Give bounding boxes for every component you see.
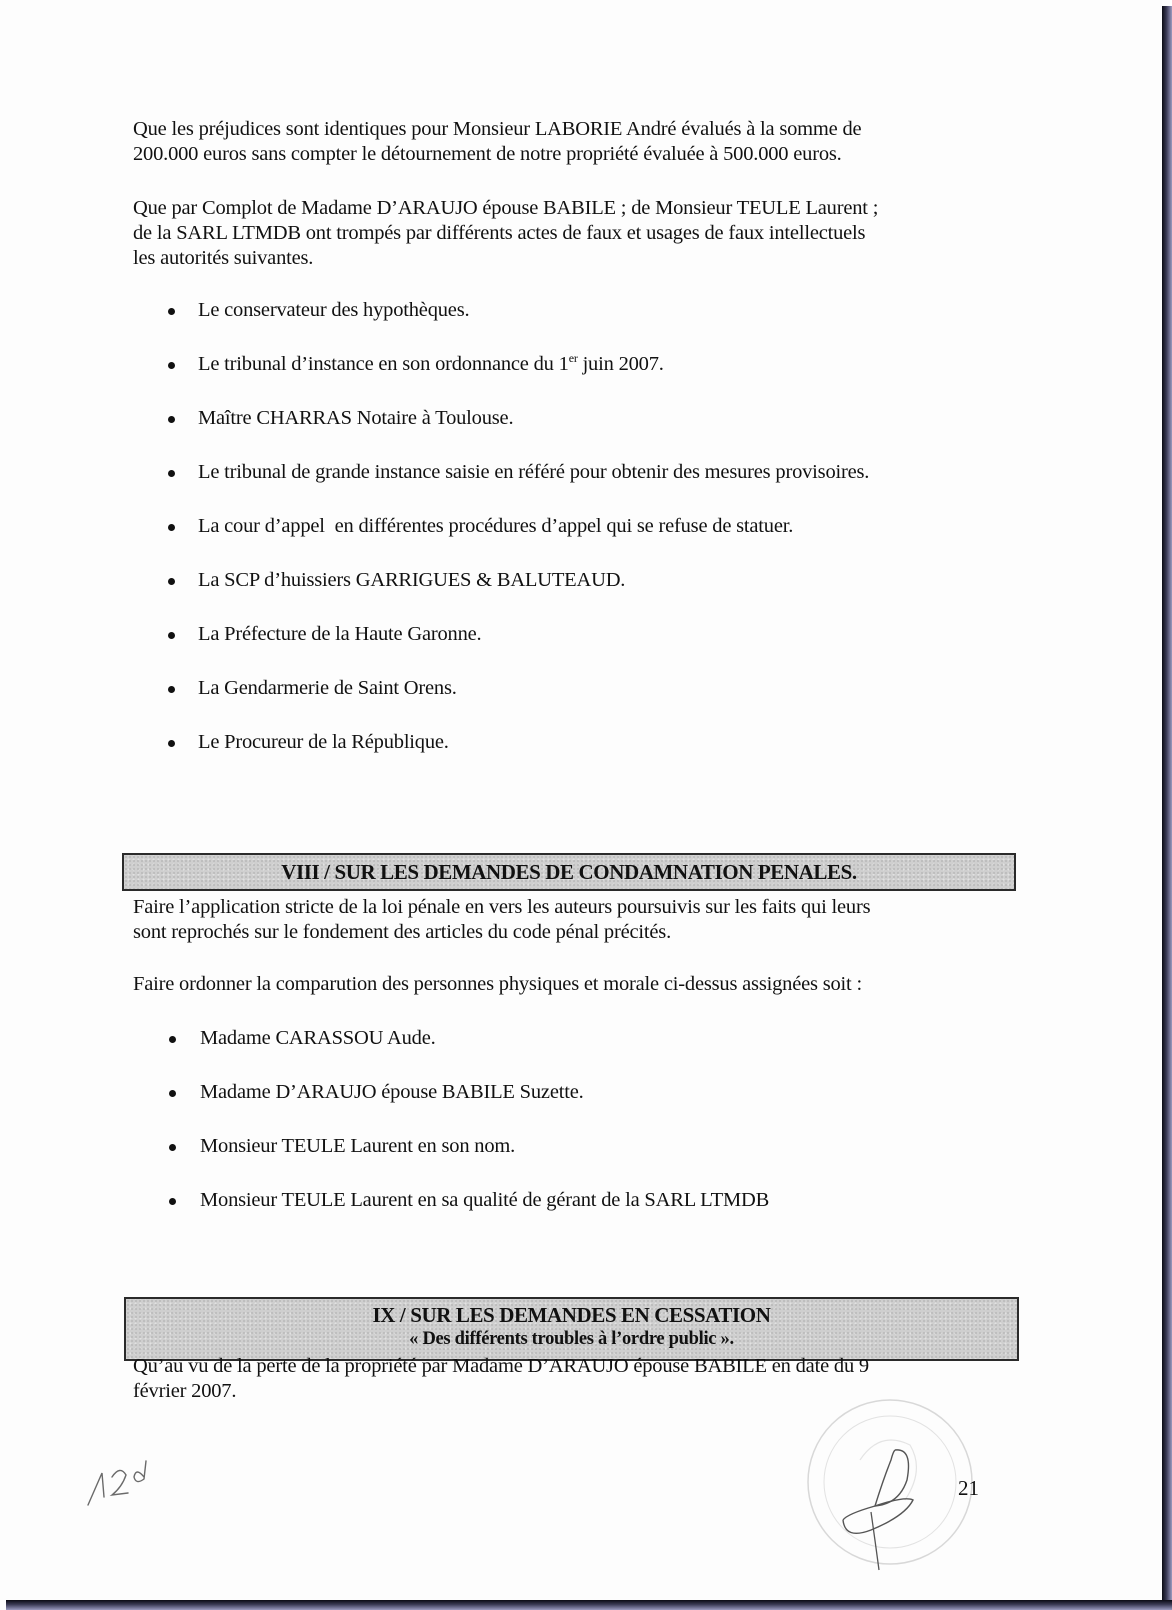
bullet-icon [168,362,175,369]
section-ix-title: IX / SUR LES DEMANDES EN CESSATION [372,1303,771,1327]
bullet-icon [168,524,175,531]
list-item-label: Monsieur TEULE Laurent en son nom. [200,1135,516,1157]
list-item-label: Le Procureur de la République. [198,731,449,753]
list-item-label: La Préfecture de la Haute Garonne. [198,623,482,645]
bullet-icon [168,308,175,315]
ordinal-superscript: er [568,351,578,365]
section-ix-paragraph-line-2: février 2007. [133,1380,237,1402]
section-viii-paragraph-1-line-1: Faire l’application stricte de la loi pénale en vers les auteurs poursuivis sur les faits qui leurs [133,896,871,918]
section-ix-heading [124,1297,1019,1361]
list-item-label: Madame CARASSOU Aude. [200,1027,436,1049]
list-item-text-tail: juin 2007. [577,353,664,375]
section-viii-heading: VIII / SUR LES DEMANDES DE CONDAMNATION PENALES. [122,853,1016,891]
list-item-label: Le tribunal de grande instance saisie en référé pour obtenir des mesures provisoires. [198,461,870,483]
bullet-icon [169,1036,176,1043]
list-item-label: Le conservateur des hypothèques. [198,299,470,321]
section-ix-subtitle: « Des différents troubles à l’ordre public ». [409,1329,734,1349]
list-item-label [198,352,664,377]
intro-paragraph-2-line-1: Que par Complot de Madame D’ARAUJO épouse BABILE ; de Monsieur TEULE Laurent ; [133,197,879,219]
intro-paragraph-2-line-2: de la SARL LTMDB ont trompés par différents actes de faux et usages de faux intellectuels [133,222,866,244]
bullet-icon [168,416,175,423]
list-item-label: La Gendarmerie de Saint Orens. [198,677,457,699]
handwritten-folio-icon [82,1455,162,1515]
list-item-label: Madame D’ARAUJO épouse BABILE Suzette. [200,1081,584,1103]
list-item-label: La SCP d’huissiers GARRIGUES & BALUTEAUD. [198,569,626,591]
bullet-icon [168,470,175,477]
list-item-text: Le tribunal d’instance en son ordonnance du 1 [198,353,569,375]
list-item-label: La cour d’appel en différentes procédures d’appel qui se refuse de statuer. [198,515,794,537]
signature-icon [835,1440,935,1580]
intro-paragraph-1-line-1: Que les préjudices sont identiques pour Monsieur LABORIE André évalués à la somme de [133,118,862,140]
bullet-icon [168,578,175,585]
list-item-label: Monsieur TEULE Laurent en sa qualité de gérant de la SARL LTMDB [200,1189,770,1211]
bullet-icon [169,1090,176,1097]
section-ix-paragraph-line-1: Qu’au vu de la perte de la propriété par Madame D’ARAUJO épouse BABILE en date du 9 [133,1355,869,1377]
page-number: 21 [958,1476,979,1500]
section-viii-paragraph-2: Faire ordonner la comparution des personnes physiques et morale ci-dessus assignées soit : [133,973,862,995]
bullet-icon [169,1198,176,1205]
list-item-label: Maître CHARRAS Notaire à Toulouse. [198,407,514,429]
intro-paragraph-2-line-3: les autorités suivantes. [133,247,314,269]
page-shadow-bottom [6,1600,1172,1610]
page-shadow-right [1162,6,1172,1610]
bullet-icon [168,740,175,747]
bullet-icon [169,1144,176,1151]
intro-paragraph-1-line-2: 200.000 euros sans compter le détournement de notre propriété évaluée à 500.000 euros. [133,143,842,165]
section-viii-paragraph-1-line-2: sont reprochés sur le fondement des articles du code pénal précités. [133,921,671,943]
bullet-icon [168,632,175,639]
bullet-icon [168,686,175,693]
